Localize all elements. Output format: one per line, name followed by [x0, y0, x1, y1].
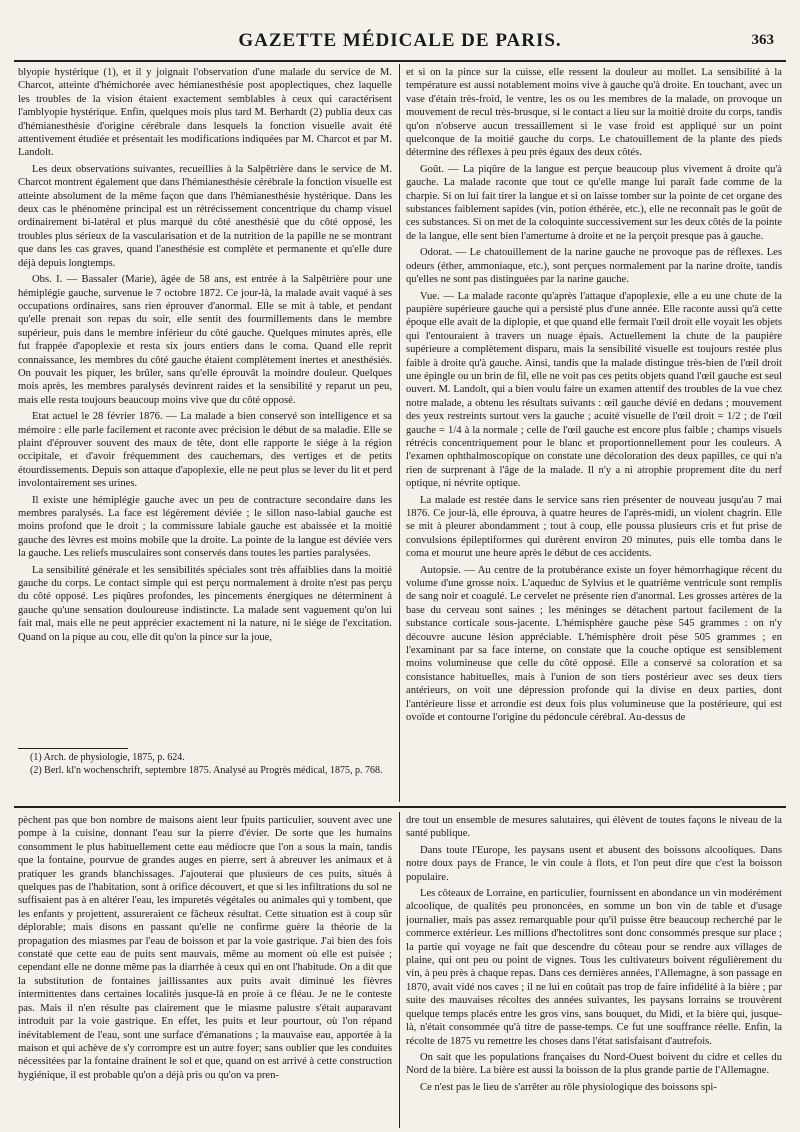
section-divider — [14, 806, 786, 808]
page-number: 363 — [751, 32, 774, 48]
paragraph: blyopie hystérique (1), et il y joignait l'observation d'une malade du service de M. Charcot, atteinte d'hémichorée avec hémianesthésie post apoplectiques, chez laquelle les troubles de la vision étaient exactement semblables à ceux qui caractérisent l'amblyopie hystérique. Enfin, quelques mois plus tard M. Berhardt (2) publia deux cas d'hémianesthésie d'origine cérébrale dans lesquels la fonction visuelle avait été attentivement étudiée et présentait les modifications indiquées par M. Charcot et par M. Landolt. — [18, 67, 392, 159]
column-top-right — [406, 66, 782, 804]
paragraph: Obs. I. — Bassaler (Marie), âgée de 58 ans, est entrée à la Salpêtrière pour une hémiplégie gauche, survenue le 7 octobre 1872. Ce jour-là, la malade avait vaqué à ses occupations ordinaires, sans rien éprouver d'anormal. Elle se mit à table, et pendant qu'elle prenait son repas du soir, elle sentit des fourmillements dans le membre supérieur, puis dans le membre inférieur du côté gauche. Quelques minutes après, elle fut frappée d'apoplexie et resta six jours entiers dans le coma. Quand elle reprit connaissance, les membres du côté gauche étaient complètement inertes et anesthésiés. On pouvait les piquer, les brûler, sans qu'elle éprouvât la moindre douleur. Quelques mois après, les membres paralysés devinrent raides et la sensibilité y reparut un peu, mais elle resta toujours beaucoup moins vive que du côté opposé. — [18, 274, 392, 406]
paragraph: Ce n'est pas le lieu de s'arrêter au rôle physiologique des boissons spi- — [420, 1081, 717, 1093]
paragraph: Les côteaux de Lorraine, en particulier, fournissent en abondance un vin modérément alcoolique, de qualités peu prononcées, en somme un bon vin de table et d'usage journalier, mais pas assez remarquable pour qu'il puisse être beaucoup recherché par le commerce extérieur. Les millions d'hectolitres sont donc consommés presque sur place ; la partie qui voyage ne fait que descendre du côteau pour se rendre aux villages de plaine, qui ont peu ou point de vignes. Tous les cultivateurs boivent régulièrement du vin, à peu près à chaque repas. Dans ces dernières années, l'Allemagne, à son passage en 1870, avait vidé nos caves ; il ne lui en coûtait pas trop de faire infidélité à la bière ; par suite des mauvaises récoltes des années suivantes, les paysans lorrains se trouvèrent quelque temps placés entre les gros vins, sans bouquet, du Midi, et la bière qui, jusque-là, n'était consommée qu'à titre de passe-temps. Ce fut une souffrance réelle. Enfin, la récolte de 1875 vu remettre les choses dans l'état satisfaisant d'autrefois. — [406, 888, 782, 1047]
paragraph: pèchent pas que bon nombre de maisons aient leur fpuits particulier, souvent avec une pompe à la cuisine, donnant l'eau sur la pierre d'évier. De sorte que les humains consomment le plus habituellement cette eau médiocre que l'on a sous la main, tandis que la fontaine, pourvue de grandes auges en pierre, sert à abreuver les animaux et à pratiquer les grands blanchissages. J'ajouterai que plusieurs de ces puits, situés à quelques pas de l'habitation, sont à orifice découvert, et que si les infiltrations du sol ne suffisaient pas à en altérer l'eau, les impuretés végétales ou animales qui y tombent, que les enfants y projettent, assureraient ce fâcheux résultat. Cette situation est à coup sûr déplorable; mais disons en passant qu'elle ne confirme guère la théorie de la propagation des miasmes par l'eau de boisson et par la voie gastrique. J'ai bien des fois constaté que cette eau de puits sent mauvais, même au moment où elle est puisée ; cependant elle ne donne même pas la diarrhée à ceux qui en ont l'habitude. On a dit que la substitution de fontaines jaillissantes aux puits avait diminué les fièvres intermittentes dans certaines localités jusque-là en proie à ce fléau. Je ne le conteste pas. Mais il n'en résulte pas clairement que le miasme palustre s'était auparavant introduit par la voie gastrique. En effet, les puits et leur pourtour, où l'on répand inévitablement de l'eau, sont une surface d'émanations ; la mauvaise eau, apportée à la maison et qui achève de s'y corrompre est un autre foyer; sans oublier que les conduites nécessitées par la fontaine drainent le sol et que, quand on est arrivé à cette construction hygiénique, il est probable qu'on a déjà pris ou qu'on va pren- — [18, 815, 392, 1081]
paragraph: Autopsie. — Au centre de la protubérance existe un foyer hémorrhagique récent du volume d'une grosse noix. L'aqueduc de Sylvius et le quatrième ventricule sont remplis de sang noir et coagulé. Le cervelet ne présente rien d'anormal. Les grosses artères de la base du cerveau sont saines ; les méninges se détachent partout facilement de la substance corticale sous-jacente. L'hémisphère gauche pèse 545 grammes : on n'y découvre aucune lésion appréciable. L'hémisphère droit pèse 505 grammes ; en l'examinant par sa face interne, on constate que la couche optique est sensiblement moins volumineuse que celle du côté opposé. Elle a conservé sa coloration et sa consistance habituelles, mais à l'union de son tiers postérieur avec ses deux tiers antérieurs, on voit une dépression profonde qui la divise en deux parties, dont l'antérieure lisse et arrondie est deux fois plus volumineuse que la postérieure, qui est ovoïde et contourne l'origine du pédoncule cérébral. Au-dessus de — [406, 564, 782, 724]
column-bottom-right — [406, 814, 782, 1128]
column-bottom-left — [18, 814, 392, 1128]
paragraph: et si on la pince sur la cuisse, elle ressent la douleur au mollet. La sensibilité à la température est aussi notablement moins vive à gauche qu'à droite. En touchant, avec un vase d'étain très-froid, le ventre, les os ou les membres de la malade, on provoque un mouvement de recul très-brusque, si le contact a lieu sur la moitié droite du corps, tandis qu'on n'observe aucun tressaillement si le vase froid est appliqué sur un point quelconque de la moitié gauche du corps. Le chatouillement de la plante des pieds détermine des réflexes à peu près égaux des deux côtés. — [406, 67, 782, 159]
column-divider-bottom — [399, 812, 400, 1128]
paragraph: Vue. — La malade raconte qu'après l'attaque d'apoplexie, elle a eu une chute de la paupière supérieure gauche qui a persisté plus d'une année. Elle raconte aussi qu'à cette époque elle avait de la diplopie, et que quand elle fermait l'œil droit elle voyait les objets qui l'entouraient à travers un nuage épais. Actuellement la chute de la paupière supérieure a complètement disparu, mais la sensibilité visuelle est toujours restée plus faible à droite qu'à gauche. Ainsi, tandis que la malade distingue très-bien de l'œil droit une épingle ou un brin de fil, elle ne voit pas ces petits objets quand l'œil gauche est seul ouvert. M. Landolt, qui a bien voulu faire un examen attentif des troubles de la vue chez notre malade, a obtenu les résultats suivants : œil gauche dévié en dedans ; mouvement des yeux restreints surtout vers la gauche ; acuité visuelle de l'œil droit = 1/2 ; de l'œil gauche = 1/4 à la normale ; celle de l'œil gauche est encore plus faible ; champs visuels rétrécis concentriquement pour le blanc et proportionnellement pour les couleurs. A l'examen ophthalmoscopique on constate une décoloration des deux papilles, ce qui n'a rien de surprenant à l'âge de la malade. Il n'y a ni atrophie proprement dite du nerf optique, ni névrite optique. — [406, 290, 782, 490]
footnote-rule — [18, 748, 128, 749]
column-divider-top — [399, 64, 400, 802]
column-top-left — [18, 66, 392, 746]
header-rule — [14, 60, 786, 62]
paragraph: Dans toute l'Europe, les paysans usent et abusent des boissons alcooliques. Dans notre doux pays de France, le vin coule à flots, et l'on peut dire que c'est la boisson populaire. — [406, 844, 782, 883]
footnotes — [18, 752, 392, 804]
paragraph: Etat actuel le 28 février 1876. — La malade a bien conservé son intelligence et sa mémoire : elle parle facilement et raconte avec précision le début de sa maladie. Elle se plaint d'éprouver souvent des maux de tête, dont elle rapporte le siége à la région occipitale, et d'avoir fréquemment des cauchemars, des vertiges et de petits étourdissements. Depuis son attaque d'apoplexie, elle ne peut plus se lever du lit et perd involontairement ses urines. — [18, 411, 392, 490]
journal-title: GAZETTE MÉDICALE DE PARIS. — [238, 30, 562, 51]
footnote: (1) Arch. de physiologie, 1875, p. 624. — [30, 752, 185, 763]
paragraph: Les deux observations suivantes, recueillies à la Salpêtrière dans le service de M. Charcot montrent également que dans l'hémianesthésie cérébrale la fonction visuelle est atteinte absolument de la même façon que dans l'hémianesthésie hystérique. Dans les deux cas le phénomène principal est un rétrécissement concentrique du champ visuel ordinairement bi-latéral et plus marqué du côté anesthésié que du côté opposé, les troubles plus sérieux de la vascularisation et de la nutrition de la papille ne se montrant que dans les cas graves, quand l'anesthésie est complète et permanente et qu'elle dure déjà depuis longtemps. — [18, 163, 392, 269]
paragraph: Il existe une hémiplégie gauche avec un peu de contracture secondaire dans les membres paralysés. La face est légèrement déviée ; le sillon naso-labial gauche est moins profond que le droit ; la commissure labiale gauche est abaissée et la moitié gauche des lèvres est moins mobile que la droite. La pointe de la langue est déviée vers la gauche. Les reliefs musculaires sont conservés dans toutes les parties paralysées. — [18, 494, 392, 560]
paragraph: Goût. — La piqûre de la langue est perçue beaucoup plus vivement à droite qu'à gauche. La malade raconte que tout ce qu'elle mange lui paraît fade comme de la charpie. Si on lui fait tirer la langue et si on laisse tomber sur la pointe de cet organe des substances faiblement sapides (vin, potion éthérée, etc.), elle ne reconnaît pas le goût de ces substances. Si on met de la coloquinte successivement sur les deux côtés de la pointe de la langue, elle sent bien l'amertume à droite et ne la perçoit presque pas à gauche. — [406, 163, 782, 242]
paragraph: La malade est restée dans le service sans rien présenter de nouveau jusqu'au 7 mai 1876. Ce jour-là, elle éprouva, à quatre heures de l'après-midi, un violent chagrin. Elle se mit à pleurer abondamment ; tout à coup, elle poussa plusieurs cris et fut prise de convulsions épileptiformes qui durèrent environ 20 minutes, puis elle tomba dans le coma et mourut une heure après le début de ces accidents. — [406, 494, 782, 560]
paragraph: On sait que les populations françaises du Nord-Ouest boivent du cidre et celles du Nord de la bière. La bière est aussi la boisson de la plus grande partie de l'Allemagne. — [406, 1051, 782, 1077]
page-header — [14, 28, 786, 56]
paragraph: Odorat. — Le chatouillement de la narine gauche ne provoque pas de réflexes. Les odeurs (éther, ammoniaque, etc.), sont perçues normalement par la narine droite, tandis qu'elles ne sont pas distinguées par la narine gauche. — [406, 247, 782, 286]
paragraph: dre tout un ensemble de mesures salutaires, qui élèvent de toutes façons le niveau de la santé publique. — [406, 815, 782, 840]
paragraph: La sensibilité générale et les sensibilités spéciales sont très affaiblies dans la moitié gauche du corps. Le contact simple qui est perçu normalement à droite n'est pas perçu du côté opposé. Les piqûres profondes, les pincements énergiques ne déterminent à gauche qu'une sensation douloureuse indistincte. La malade sent vaguement qu'on lui fait mal, mais elle ne peut apprécier exactement ni la nature, ni le siége de l'excitation. Quand on la pique au cou, elle dit qu'on la pince sur la joue, — [18, 564, 392, 643]
footnote: (2) Berl. kl'n wochenschrift, septembre 1875. Analysé au Progrès médical, 1875, p. 768. — [30, 764, 383, 776]
